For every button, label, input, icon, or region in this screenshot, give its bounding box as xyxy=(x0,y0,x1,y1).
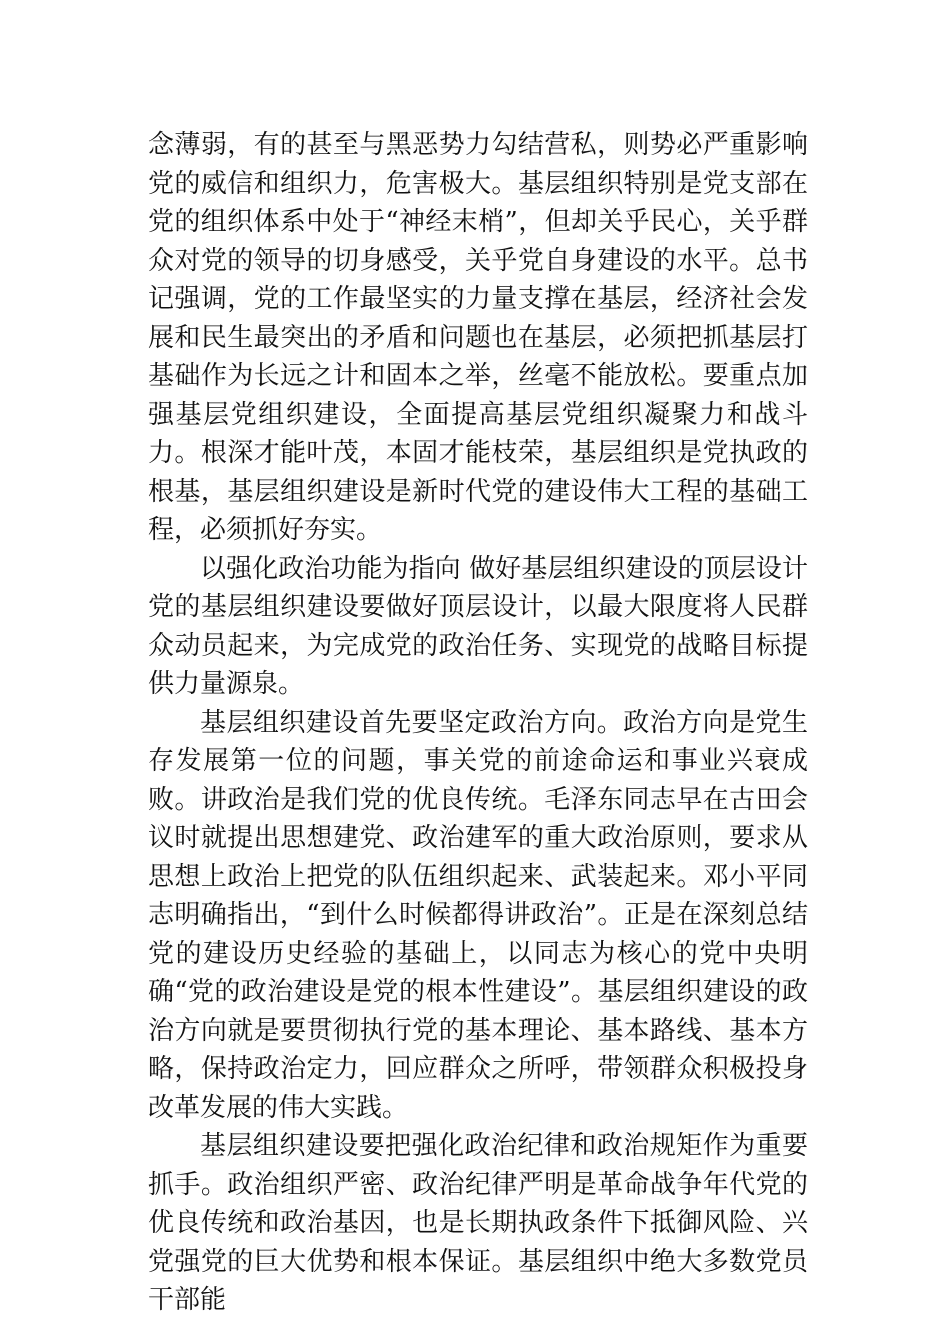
paragraph-section-heading: 以强化政治功能为指向 做好基层组织建设的顶层设计党的基层组织建设要做好顶层设计，以最大限度将人民群众动员起来，为完成党的政治任务、实现党的战略目标提供力量源泉。 xyxy=(148,553,808,699)
paragraph-continued: 念薄弱，有的甚至与黑恶势力勾结营私，则势必严重影响党的威信和组织力，危害极大。基层组织特别是党支部在党的组织体系中处于“神经末梢”，但却关乎民心，关乎群众对党的领导的切身感受，关乎党自身建设的水平。总书记强调，党的工作最坚实的力量支撑在基层，经济社会发展和民生最突出的矛盾和问题也在基层，必须把抓基层打基础作为长远之计和固本之举，丝毫不能放松。要重点加强基层党组织建设，全面提高基层党组织凝聚力和战斗力。根深才能叶茂，本固才能枝荣，基层组织是党执政的根基，基层组织建设是新时代党的建设伟大工程的基础工程，必须抓好夯实。 xyxy=(148,130,808,545)
paragraph-political-direction: 基层组织建设首先要坚定政治方向。政治方向是党生存发展第一位的问题，事关党的前途命运和事业兴衰成败。讲政治是我们党的优良传统。毛泽东同志早在古田会议时就提出思想建党、政治建军的重大政治原则，要求从思想上政治上把党的队伍组织起来、武装起来。邓小平同志明确指出，“到什么时候都得讲政治”。正是在深刻总结党的建设历史经验的基础上，以同志为核心的党中央明确“党的政治建设是党的根本性建设”。基层组织建设的政治方向就是要贯彻执行党的基本理论、基本路线、基本方略，保持政治定力，回应群众之所呼，带领群众积极投身改革发展的伟大实践。 xyxy=(148,707,808,1123)
paragraph-political-discipline: 基层组织建设要把强化政治纪律和政治规矩作为重要抓手。政治组织严密、政治纪律严明是革命战争年代党的优良传统和政治基因，也是长期执政条件下抵御风险、兴党强党的巨大优势和根本保证。基层组织中绝大多数党员干部能 xyxy=(148,1131,808,1315)
document-body xyxy=(148,126,808,1320)
